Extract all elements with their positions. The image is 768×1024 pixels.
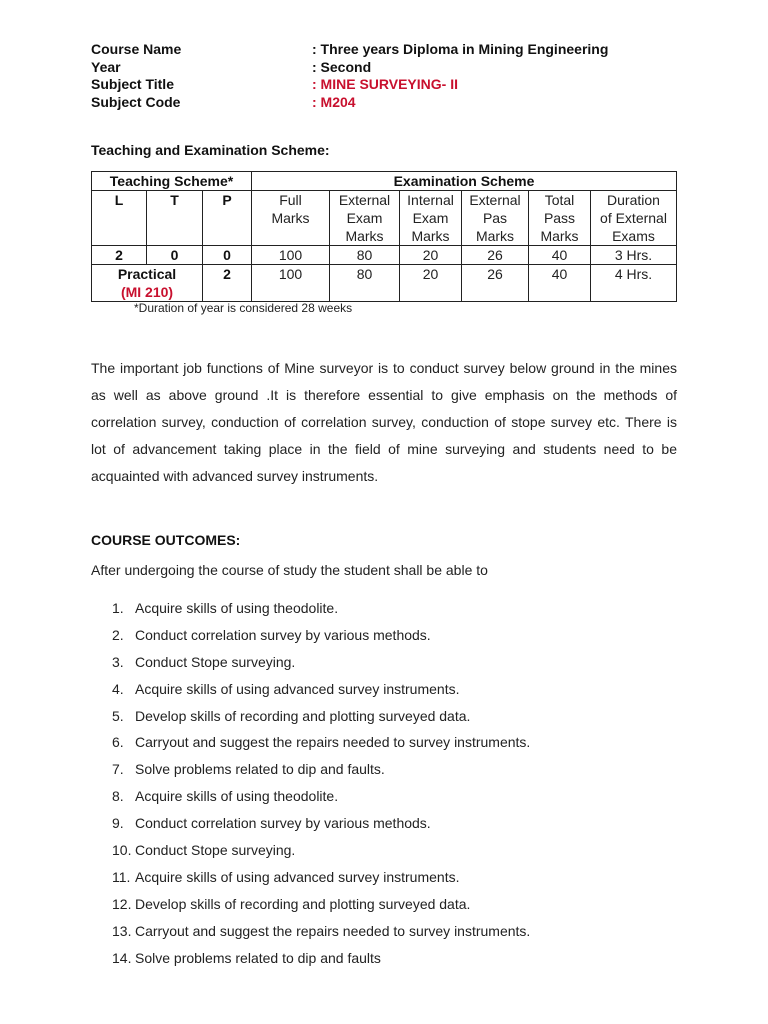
subject-title-label: Subject Title (91, 76, 174, 93)
header-line: Internal (407, 192, 454, 208)
list-item-number: 5. (112, 707, 124, 724)
meta-row-course (91, 41, 711, 59)
scheme-table (91, 171, 677, 302)
header-line: Duration (607, 192, 660, 208)
list-item (112, 624, 530, 651)
list-item-text: Acquire skills of using advanced survey instruments. (135, 868, 460, 885)
header-line: Marks (411, 228, 450, 244)
list-item-text: Carryout and suggest the repairs needed to survey instruments. (135, 734, 531, 751)
header-external-exam-marks (330, 191, 400, 246)
meta-row-subject-code (91, 94, 711, 112)
list-item-text: Acquire skills of using theodolite. (135, 600, 339, 616)
list-item (112, 705, 530, 732)
header-line: Full (279, 192, 302, 208)
header-line: of External (600, 210, 667, 226)
header-full-marks (252, 191, 330, 246)
table-row-theory (92, 246, 677, 265)
list-item-number: 4. (112, 680, 124, 697)
list-item-text: Develop skills of recording and plotting surveyed data. (135, 707, 471, 724)
header-line: Exam (412, 210, 449, 226)
intro-paragraph: The important job functions of Mine surveyor is to conduct survey below ground in the mines as well as above ground .It is therefore essential to give emphasis on the methods of correlation survey, conduction of correlation survey, conduction of stope survey etc. There is lot of advancement taking place in the field of mine surveying and students need to be acquainted with advanced survey instruments. (91, 360, 677, 484)
list-item-text: Acquire skills of using advanced survey instruments. (135, 680, 460, 697)
list-item-number: 11. (112, 868, 131, 885)
practical-external-pas: 26 (462, 265, 529, 302)
header-external-pas-marks (462, 191, 529, 246)
practical-external-exam: 80 (330, 265, 400, 302)
list-item-number: 13. (112, 922, 132, 939)
header-duration (591, 191, 677, 246)
list-item-text: Conduct Stope surveying. (135, 653, 296, 670)
header-t: T (147, 191, 203, 246)
practical-p: 2 (203, 265, 252, 302)
teaching-scheme-header: Teaching Scheme* (92, 172, 252, 191)
list-item-text: Conduct correlation survey by various methods. (135, 626, 431, 643)
list-item-text: Solve problems related to dip and faults (135, 949, 381, 966)
list-item-text: Carryout and suggest the repairs needed to survey instruments. (135, 922, 531, 939)
list-item (112, 839, 530, 866)
theory-total-pass: 40 (529, 246, 591, 265)
list-item (112, 866, 530, 893)
theory-external-pas: 26 (462, 246, 529, 265)
practical-code: (MI 210) (120, 284, 174, 300)
header-total-pass-marks (529, 191, 591, 246)
header-line: Marks (345, 228, 384, 244)
subject-title-value: : MINE SURVEYING- II (312, 76, 458, 93)
outcomes-list (112, 597, 530, 973)
theory-internal-exam: 20 (400, 246, 462, 265)
list-item (112, 678, 530, 705)
table-header-row (92, 172, 677, 191)
header-line: Exams (612, 228, 655, 244)
header-line: Exam (346, 210, 383, 226)
outcomes-intro: After undergoing the course of study the student shall be able to (91, 562, 488, 578)
list-item-number: 2. (112, 626, 124, 643)
header-p: P (203, 191, 252, 246)
list-item-number: 12. (112, 895, 132, 912)
course-name-label: Course Name (91, 41, 182, 57)
list-item-text: Conduct Stope surveying. (135, 842, 296, 859)
theory-t: 0 (147, 246, 203, 265)
list-item (112, 947, 530, 974)
meta-row-year (91, 59, 711, 77)
practical-internal-exam: 20 (400, 265, 462, 302)
list-item (112, 731, 530, 758)
theory-l: 2 (92, 246, 147, 265)
list-item (112, 785, 530, 812)
list-item-text: Acquire skills of using theodolite. (135, 788, 339, 805)
list-item (112, 812, 530, 839)
header-line: Marks (475, 228, 515, 244)
theory-p: 0 (203, 246, 252, 265)
course-name-value: : Three years Diploma in Mining Engineering (312, 41, 609, 57)
year-value: : Second (312, 58, 372, 75)
list-item-number: 9. (112, 815, 124, 832)
practical-full-marks: 100 (252, 265, 330, 302)
header-line: Pas (482, 210, 508, 226)
header-line: Total (544, 192, 575, 208)
examination-scheme-header: Examination Scheme (252, 172, 677, 191)
practical-label-cell (92, 265, 203, 302)
practical-duration: 4 Hrs. (591, 265, 677, 302)
list-item-number: 6. (112, 734, 124, 751)
theory-external-exam: 80 (330, 246, 400, 265)
header-internal-exam-marks (400, 191, 462, 246)
list-item-number: 3. (112, 653, 124, 670)
theory-full-marks: 100 (252, 246, 330, 265)
meta-row-subject-title (91, 76, 711, 94)
table-row-practical (92, 265, 677, 302)
header-l: L (92, 191, 147, 246)
header-line: External (469, 192, 521, 208)
header-line: External (338, 192, 391, 208)
subject-code-value: : M204 (312, 94, 356, 111)
list-item (112, 651, 530, 678)
list-item-number: 14. (112, 949, 132, 966)
header-line: Pass (543, 210, 576, 226)
list-item-number: 7. (112, 761, 124, 778)
header-line: Marks (540, 228, 579, 244)
list-item-number: 8. (112, 788, 124, 805)
list-item-text: Develop skills of recording and plotting surveyed data. (135, 895, 471, 912)
list-item-text: Solve problems related to dip and faults. (135, 761, 385, 778)
list-item (112, 597, 530, 624)
outcomes-title: COURSE OUTCOMES: (91, 532, 241, 548)
table-subheader-row (92, 191, 677, 246)
theory-duration: 3 Hrs. (591, 246, 677, 265)
practical-label: Practical (117, 266, 177, 282)
list-item (112, 920, 530, 947)
practical-total-pass: 40 (529, 265, 591, 302)
list-item (112, 758, 530, 785)
year-label: Year (91, 58, 121, 75)
list-item-number: 10. (112, 842, 132, 859)
header-line: Marks (271, 210, 310, 226)
subject-code-label: Subject Code (91, 94, 181, 111)
list-item-number: 1. (112, 600, 124, 616)
course-meta (91, 41, 711, 112)
table-footnote: *Duration of year is considered 28 weeks (134, 301, 353, 315)
scheme-title: Teaching and Examination Scheme: (91, 142, 330, 158)
list-item-text: Conduct correlation survey by various methods. (135, 815, 431, 832)
list-item (112, 893, 530, 920)
